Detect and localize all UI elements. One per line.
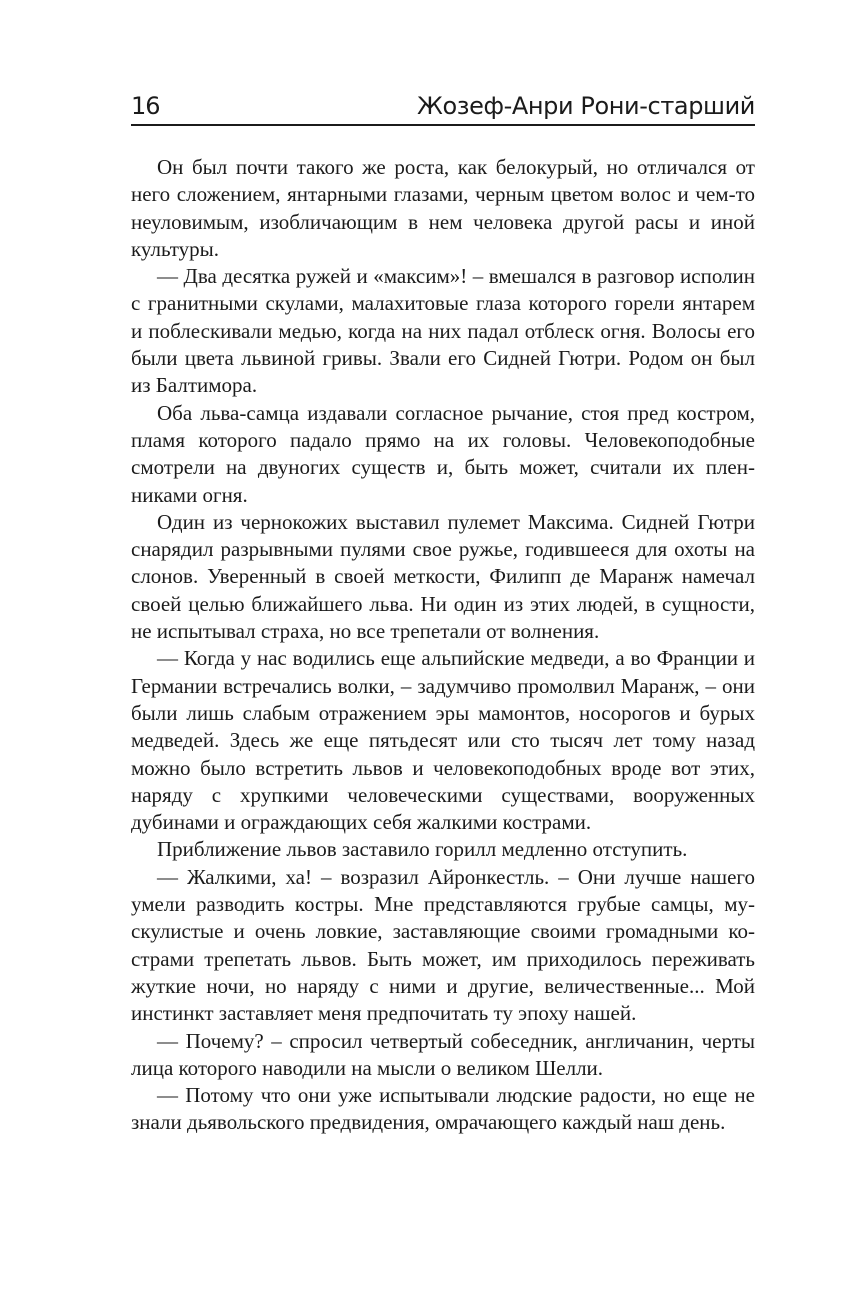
paragraph: — Жалкими, ха! – возразил Айронкестль. – Они лучше нашего умели разводить костры. Мне представляются грубые самцы, мускулистые и очень ловкие, заставляющие своими громадными кострами трепетать львов. Быть может, им приходилось переживать жуткие ночи, но наряду с ними и другие, величественные... Мой инстинкт заставляет меня предпочитать ту эпоху нашей. bbox=[131, 864, 755, 1026]
page-number: 16 bbox=[131, 92, 160, 120]
running-header bbox=[131, 88, 755, 126]
paragraph: Приближение львов заставило горилл медленно отступить. bbox=[157, 837, 688, 862]
running-title: Жозеф-Анри Рони-старший bbox=[417, 92, 755, 120]
paragraph: Один из чернокожих выставил пулемет Максима. Сидней Гютри снарядил разрывными пулями свое ружье, годившееся для охоты на слонов. Уверенный в своей меткости, Филипп де Маранж намечал своей целью ближайшего льва. Ни один из этих людей, в сущности, не испытывал страха, но все трепетали от волнения. bbox=[131, 509, 755, 644]
paragraph: — Когда у нас водились еще альпийские медведи, а во Франции и Германии встречались волки, – задумчиво промолвил Маранж, – они были лишь слабым отражением эры мамонтов, носорогов и бурых медведей. Здесь же еще пятьдесят или сто тысяч лет тому назад можно было встретить львов и человекоподобных вроде вот этих, наряду с хрупкими человеческими существами, вооруженных дубинами и ограждающих себя жалкими кострами. bbox=[131, 646, 755, 835]
paragraph: — Почему? – спросил четвертый собеседник, англичанин, черты лица которого наводили на мысли о великом Шелли. bbox=[131, 1028, 755, 1080]
paragraph: Оба льва-самца издавали согласное рычание, стоя пред костром, пламя которого падало прямо на их головы. Человекоподобные смотрели на двуногих существ и, быть может, считали их пленниками огня. bbox=[131, 400, 755, 507]
paragraph: Он был почти такого же роста, как белокурый, но отличался от него сложением, янтарными глазами, черным цветом волос и чем-то неуловимым, изобличающим в нем человека другой расы и иной культуры. bbox=[131, 155, 755, 261]
paragraph: — Два десятка ружей и «максим»! – вмешался в разговор исполин с гранитными скулами, малахитовые глаза которого горели янтарем и поблескивали медью, когда на них падал отблеск огня. Волосы его были цвета львиной гривы. Звали его Сидней Гютри. Родом он был из Балтимора. bbox=[131, 264, 755, 398]
paragraph: — Потому что они уже испытывали людские радости, но еще не знали дьявольского предвидения, омрачающего каждый наш день. bbox=[131, 1083, 755, 1135]
body-text bbox=[131, 154, 755, 1137]
